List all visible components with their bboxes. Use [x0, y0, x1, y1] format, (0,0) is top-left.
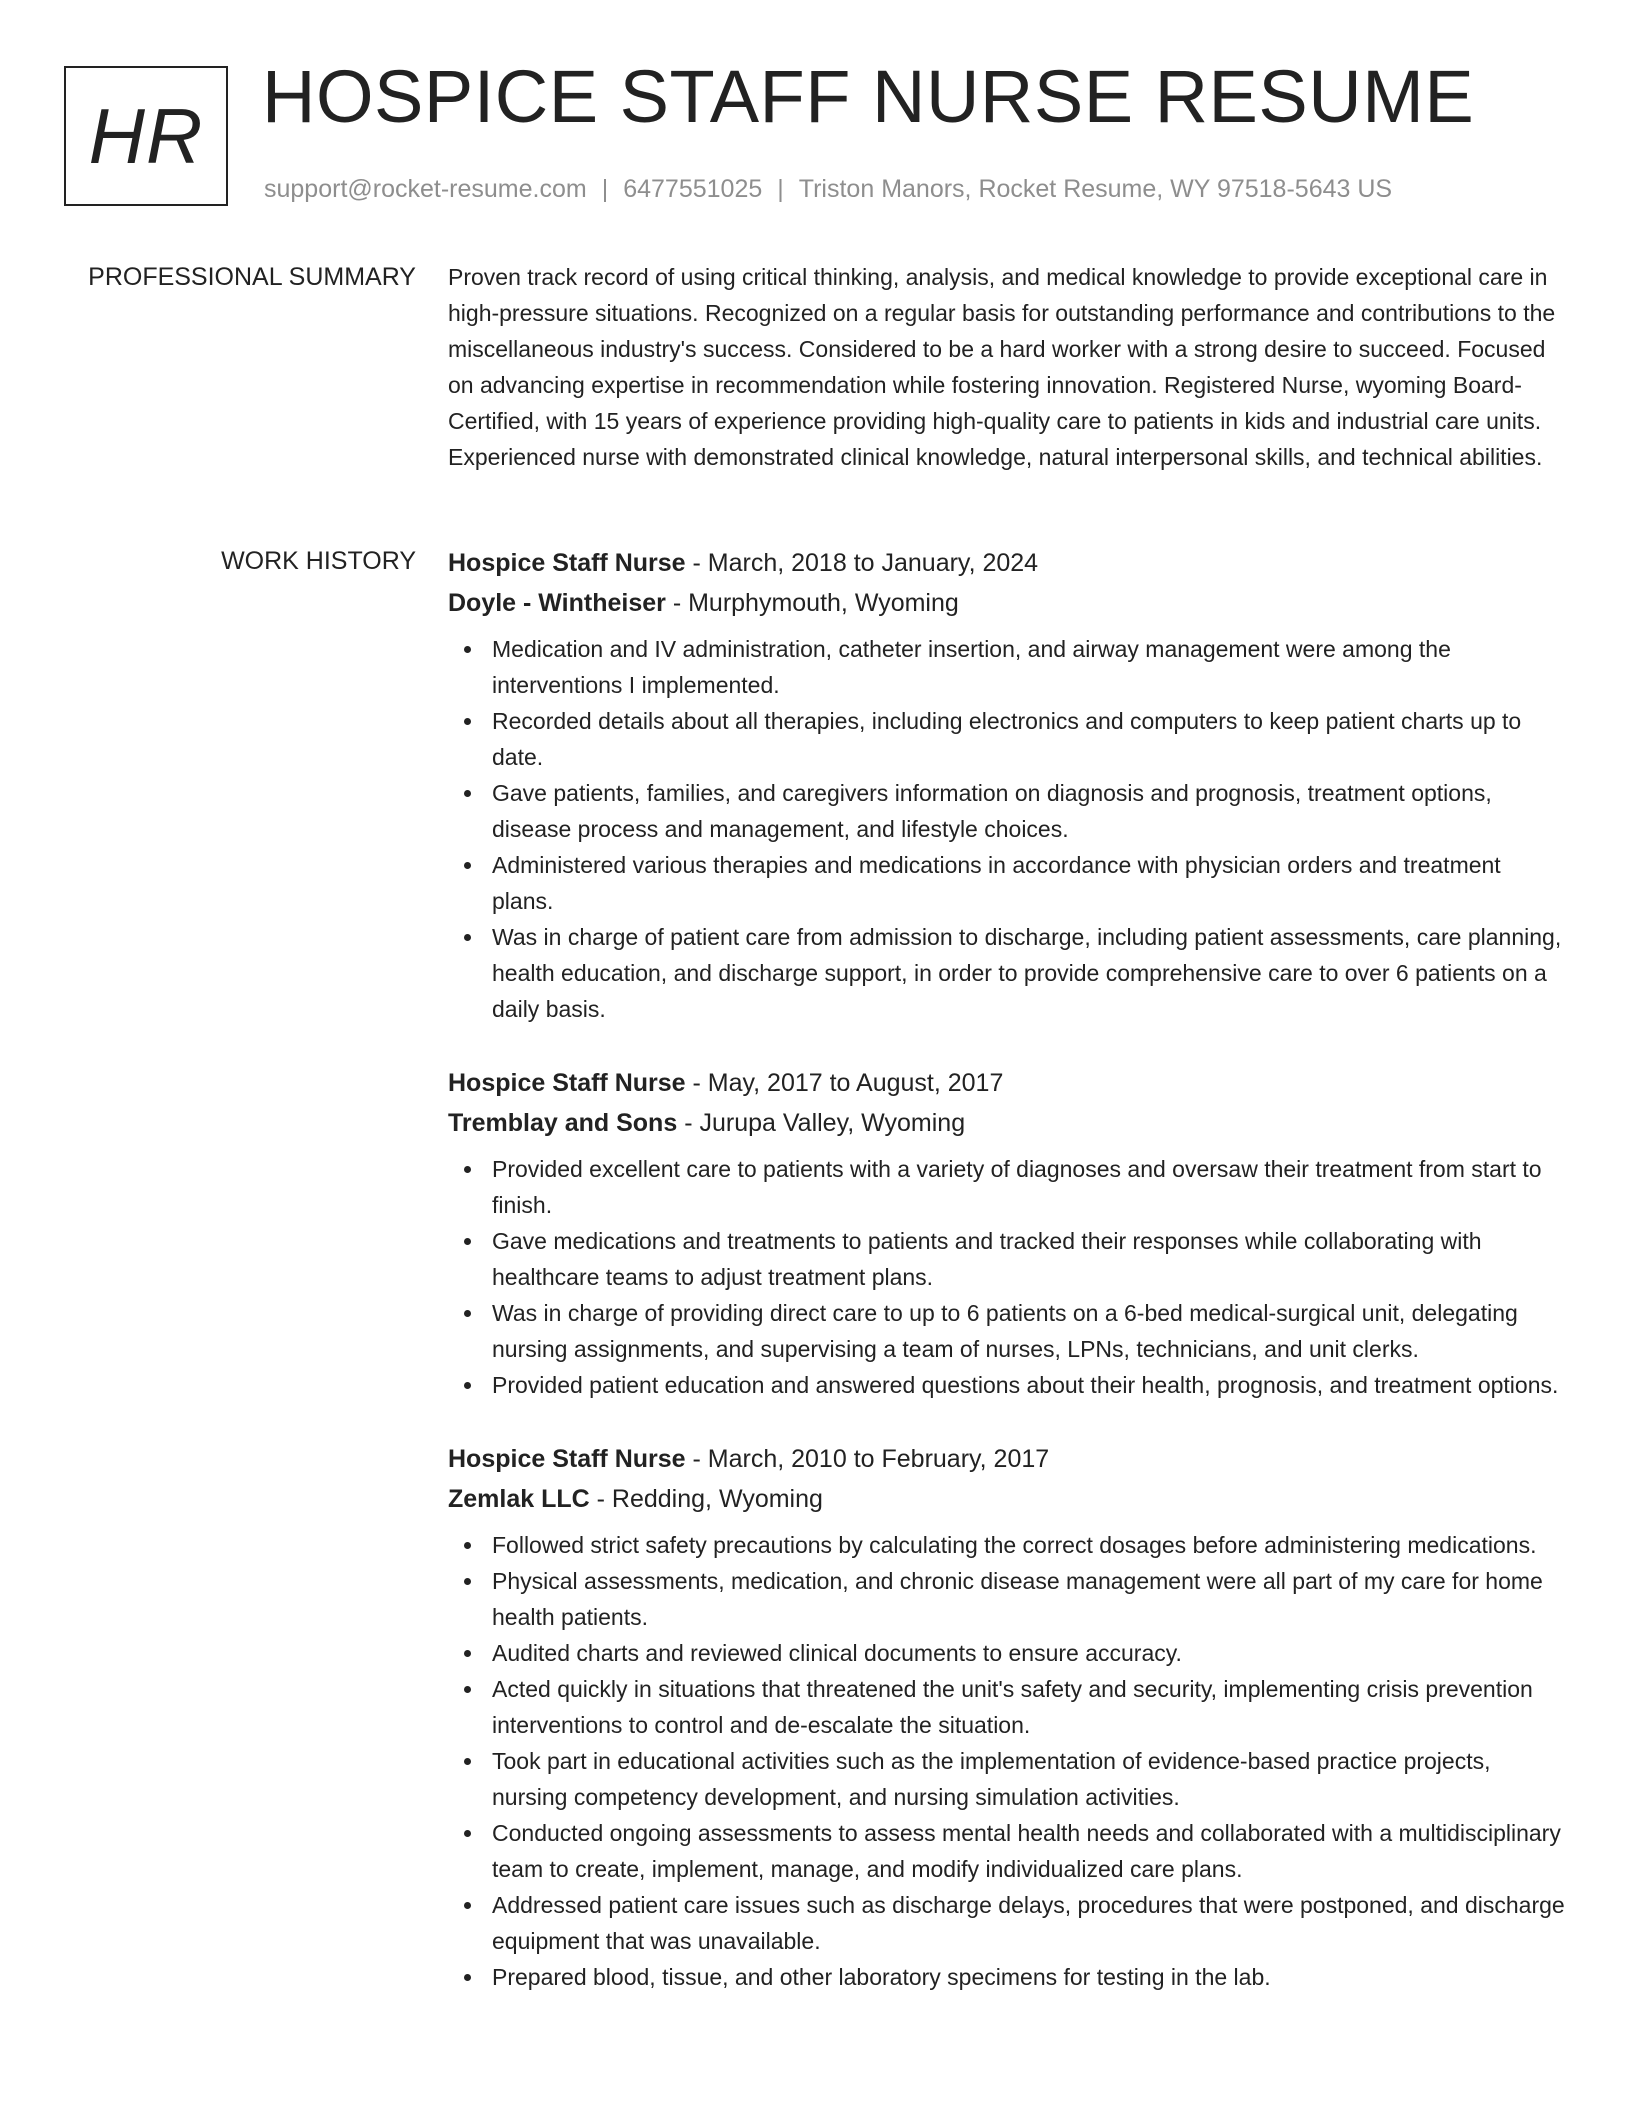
job-company: Doyle - Wintheiser	[448, 589, 666, 617]
bullet-dot-icon	[464, 790, 471, 797]
bullet-text: Recorded details about all therapies, including electronics and computers to keep patient charts up to date.	[492, 708, 1522, 770]
bullet-item	[448, 1743, 1566, 1815]
bullet-dot-icon	[464, 934, 471, 941]
bullet-dot-icon	[464, 1238, 471, 1245]
job-location: - Jurupa Valley, Wyoming	[677, 1109, 966, 1137]
job-title: Hospice Staff Nurse	[448, 1445, 686, 1473]
bullet-text: Acted quickly in situations that threatened the unit's safety and security, implementing crisis prevention interventions to control and de-escalate the situation.	[492, 1676, 1533, 1738]
job-bullets	[448, 631, 1566, 1027]
bullet-dot-icon	[464, 718, 471, 725]
job-dates: - March, 2010 to February, 2017	[685, 1445, 1050, 1473]
bullet-item	[448, 1367, 1566, 1403]
job-bullets	[448, 1151, 1566, 1403]
resume-title: HOSPICE STAFF NURSE RESUME	[262, 55, 1475, 138]
bullet-text: Audited charts and reviewed clinical documents to ensure accuracy.	[492, 1640, 1182, 1666]
bullet-item	[448, 1295, 1566, 1367]
job-company-line	[448, 1103, 1566, 1143]
bullet-dot-icon	[464, 1686, 471, 1693]
bullet-text: Was in charge of providing direct care to up to 6 patients on a 6-bed medical-surgical unit, delegating nursing assignments, and supervising a team of nurses, LPNs, technicians, and unit clerks.	[492, 1300, 1518, 1362]
bullet-item	[448, 631, 1566, 703]
contact-separator: |	[601, 175, 609, 203]
bullet-dot-icon	[464, 1578, 471, 1585]
bullet-item	[448, 703, 1566, 775]
bullet-text: Followed strict safety precautions by calculating the correct dosages before administering medications.	[492, 1532, 1537, 1558]
bullet-text: Took part in educational activities such as the implementation of evidence-based practice projects, nursing competency development, and nursing simulation activities.	[492, 1748, 1491, 1810]
bullet-dot-icon	[464, 1830, 471, 1837]
bullet-item	[448, 1151, 1566, 1223]
bullet-item	[448, 847, 1566, 919]
job-company-line	[448, 1479, 1566, 1519]
job-title-line	[448, 1439, 1566, 1479]
bullet-text: Conducted ongoing assessments to assess mental health needs and collaborated with a multidisciplinary team to create, implement, manage, and modify individualized care plans.	[492, 1820, 1561, 1882]
work-history-label: WORK HISTORY	[221, 547, 416, 575]
bullet-text: Medication and IV administration, catheter insertion, and airway management were among the interventions I implemented.	[492, 636, 1451, 698]
bullet-dot-icon	[464, 1382, 471, 1389]
job-company: Zemlak LLC	[448, 1485, 590, 1513]
job-title: Hospice Staff Nurse	[448, 549, 686, 577]
job-entry	[448, 1063, 1566, 1403]
bullet-item	[448, 775, 1566, 847]
bullet-text: Physical assessments, medication, and chronic disease management were all part of my care for home health patients.	[492, 1568, 1543, 1630]
bullet-text: Provided patient education and answered questions about their health, prognosis, and treatment options.	[492, 1372, 1559, 1398]
bullet-dot-icon	[464, 1166, 471, 1173]
bullet-text: Gave patients, families, and caregivers information on diagnosis and prognosis, treatment options, disease process and management, and lifestyle choices.	[492, 780, 1492, 842]
monogram-text: HR	[88, 91, 204, 180]
job-company: Tremblay and Sons	[448, 1109, 678, 1137]
bullet-text: Gave medications and treatments to patients and tracked their responses while collaborating with healthcare teams to adjust treatment plans.	[492, 1228, 1482, 1290]
job-company-line	[448, 583, 1566, 623]
job-bullets	[448, 1527, 1566, 1995]
job-title-line	[448, 1063, 1566, 1103]
contact-email: support@rocket-resume.com	[264, 175, 587, 203]
bullet-text: Administered various therapies and medications in accordance with physician orders and treatment plans.	[492, 852, 1501, 914]
bullet-text: Addressed patient care issues such as discharge delays, procedures that were postponed, and discharge equipment that was unavailable.	[492, 1892, 1565, 1954]
bullet-dot-icon	[464, 1974, 471, 1981]
bullet-item	[448, 1959, 1566, 1995]
work-history-body	[448, 543, 1566, 2031]
bullet-text: Was in charge of patient care from admission to discharge, including patient assessments, care planning, health education, and discharge support, in order to provide comprehensive care to over 6 patients on a daily basis.	[492, 924, 1562, 1022]
job-location: - Murphymouth, Wyoming	[665, 589, 959, 617]
contact-phone: 6477551025	[623, 175, 763, 203]
summary-text: Proven track record of using critical thinking, analysis, and medical knowledge to provide exceptional care in high-pressure situations. Recognized on a regular basis for outstanding performance and contributions to the miscellaneous industry's success. Considered to be a hard worker with a strong desire to succeed. Focused on advancing expertise in recommendation while fostering innovation. Registered Nurse, wyoming Board-Certified, with 15 years of experience providing high-quality care to patients in kids and industrial care units. Experienced nurse with demonstrated clinical knowledge, natural interpersonal skills, and technical abilities.	[448, 264, 1556, 470]
monogram-logo	[64, 66, 228, 206]
job-dates: - May, 2017 to August, 2017	[685, 1069, 1004, 1097]
bullet-item	[448, 1223, 1566, 1295]
bullet-dot-icon	[464, 1902, 471, 1909]
job-title: Hospice Staff Nurse	[448, 1069, 686, 1097]
bullet-dot-icon	[464, 1758, 471, 1765]
job-title-line	[448, 543, 1566, 583]
contact-line	[264, 175, 1392, 204]
bullet-text: Provided excellent care to patients with a variety of diagnoses and oversaw their treatment from start to finish.	[492, 1156, 1542, 1218]
summary-label: PROFESSIONAL SUMMARY	[88, 263, 416, 291]
job-entry	[448, 543, 1566, 1027]
contact-address: Triston Manors, Rocket Resume, WY 97518-5643 US	[798, 175, 1393, 203]
bullet-dot-icon	[464, 1650, 471, 1657]
bullet-item	[448, 919, 1566, 1027]
bullet-dot-icon	[464, 646, 471, 653]
bullet-item	[448, 1671, 1566, 1743]
bullet-item	[448, 1527, 1566, 1563]
bullet-item	[448, 1635, 1566, 1671]
job-dates: - March, 2018 to January, 2024	[685, 549, 1039, 577]
summary-body	[448, 259, 1566, 475]
bullet-dot-icon	[464, 1542, 471, 1549]
bullet-item	[448, 1887, 1566, 1959]
contact-separator: |	[777, 175, 784, 203]
job-entry	[448, 1439, 1566, 1995]
bullet-text: Prepared blood, tissue, and other laboratory specimens for testing in the lab.	[492, 1964, 1271, 1990]
bullet-dot-icon	[464, 862, 471, 869]
bullet-item	[448, 1815, 1566, 1887]
bullet-dot-icon	[464, 1310, 471, 1317]
bullet-item	[448, 1563, 1566, 1635]
job-location: - Redding, Wyoming	[589, 1485, 823, 1513]
